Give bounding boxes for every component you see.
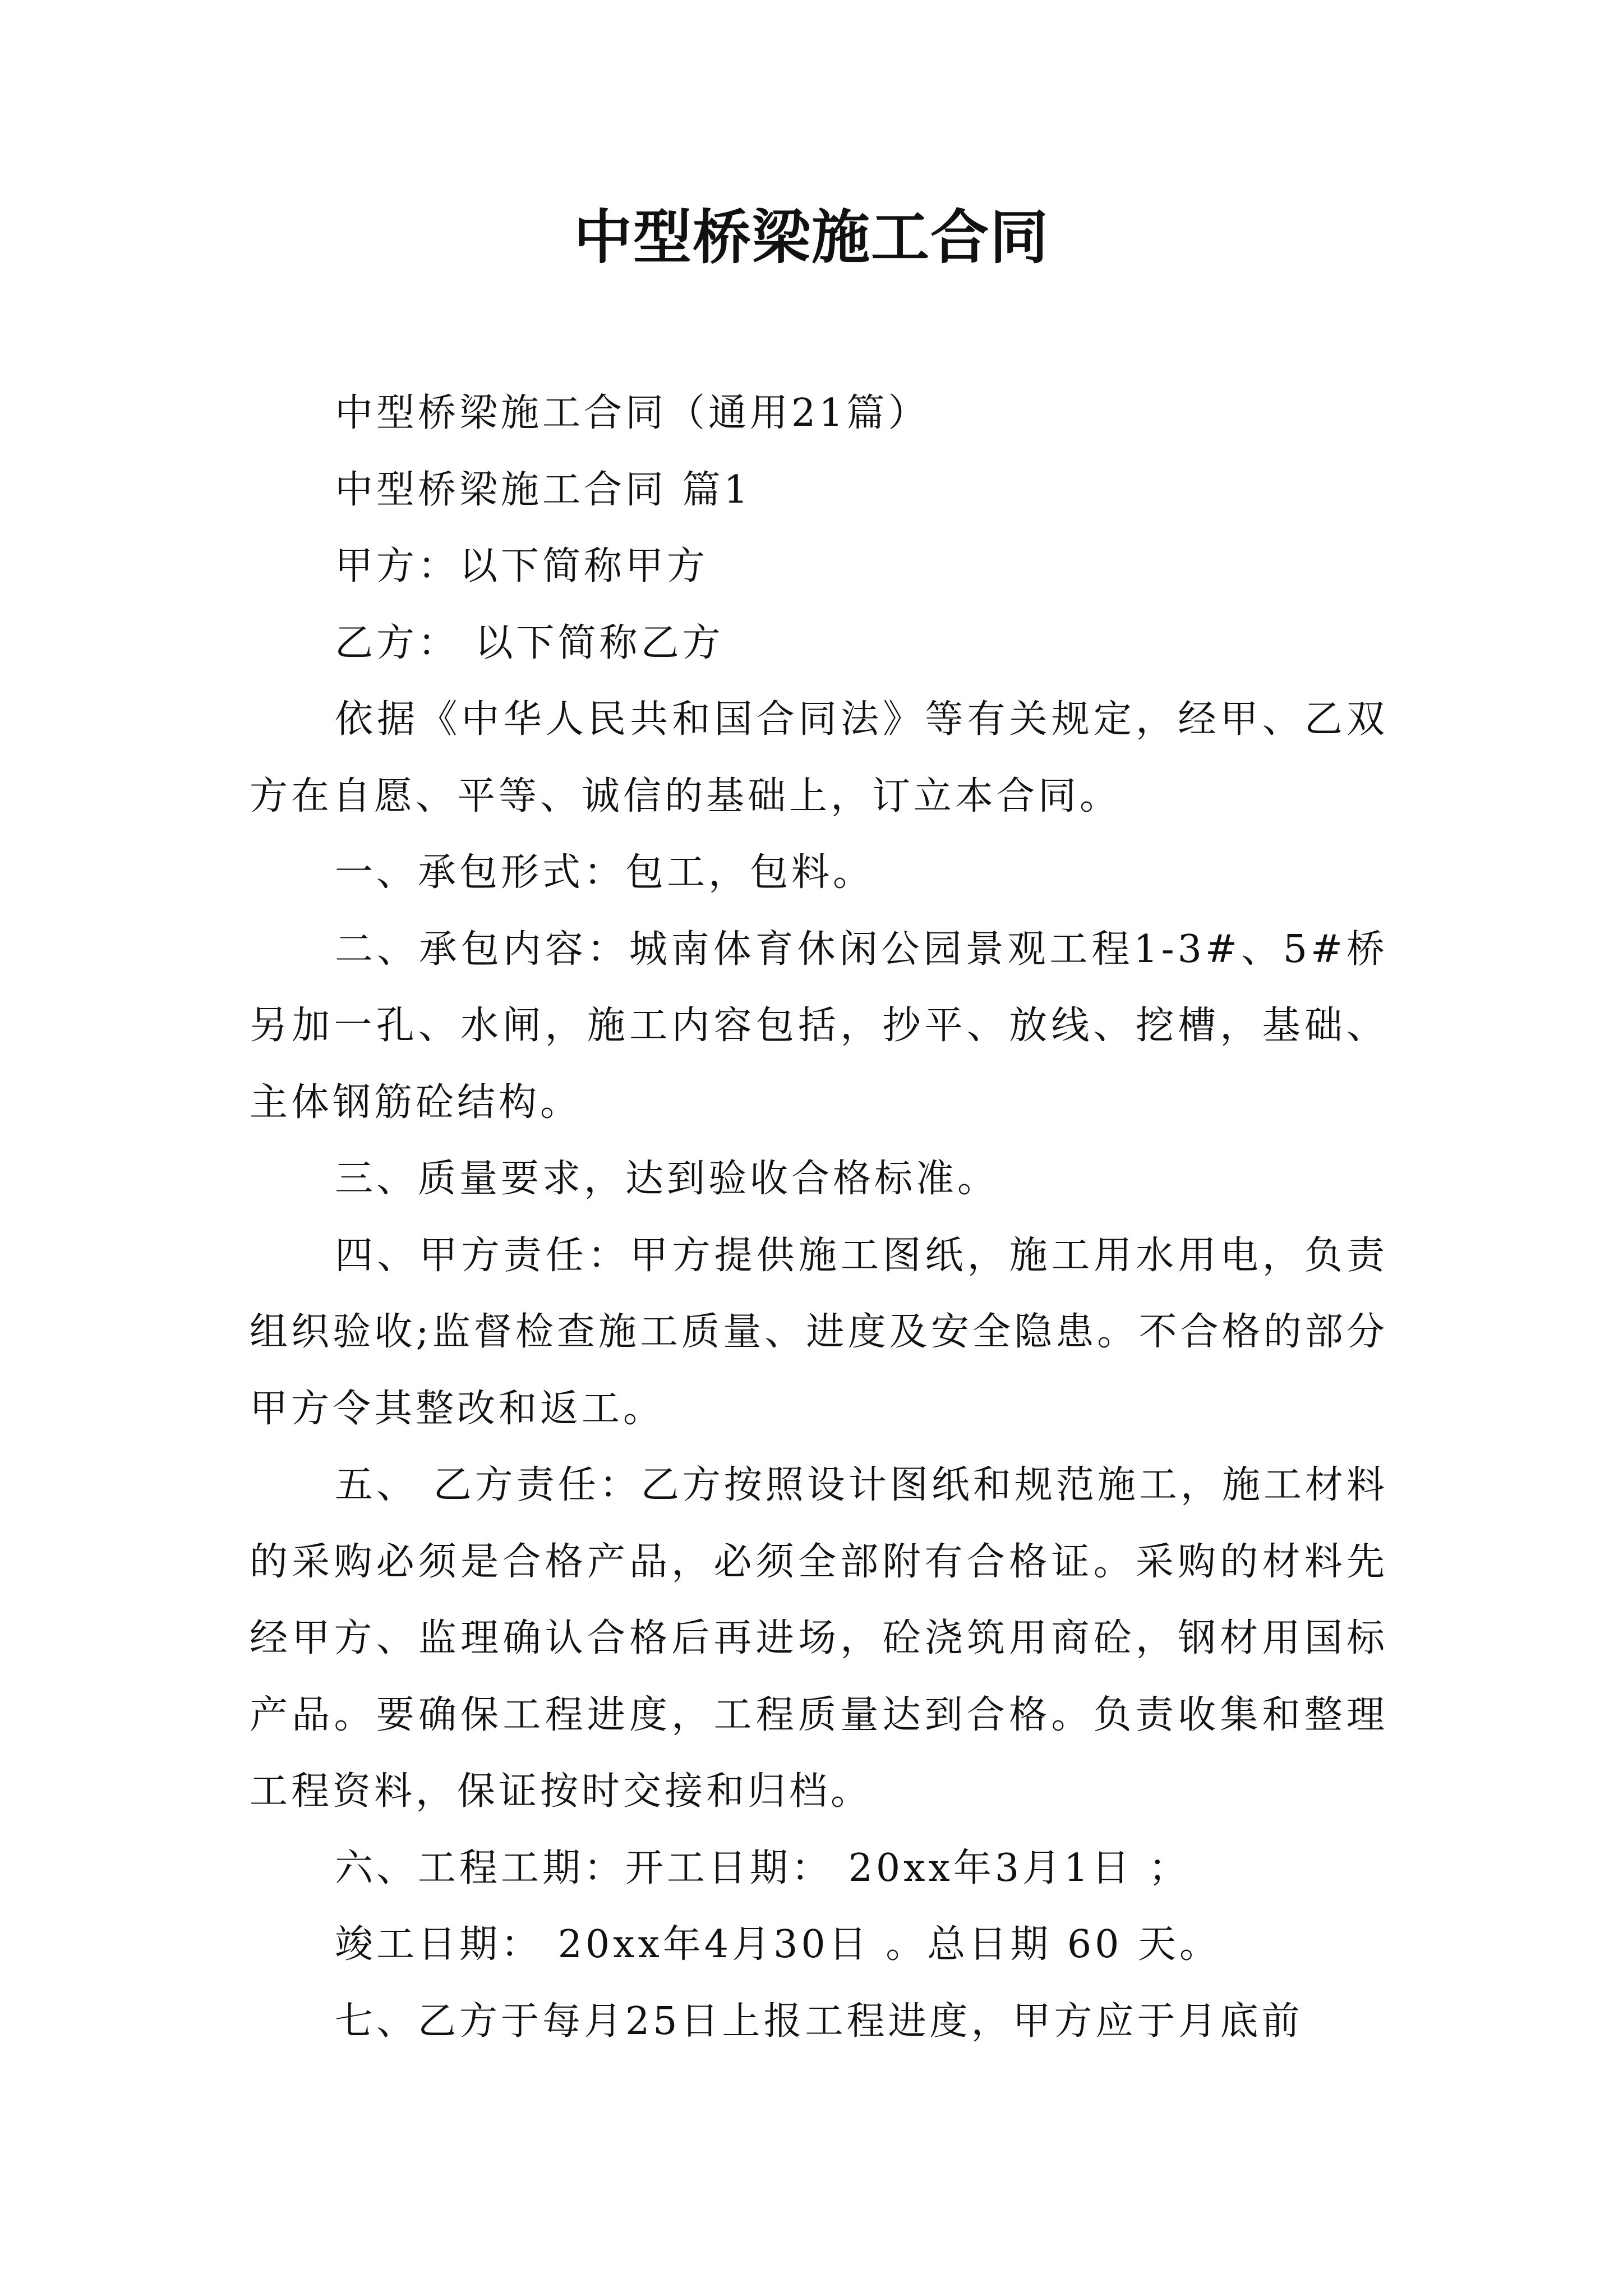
document-body bbox=[250, 375, 1388, 2060]
document-title: 中型桥梁施工合同 bbox=[573, 203, 1049, 272]
paragraph-legal-basis: 依据《中华人民共和国合同法》等有关规定，经甲、乙双方在自愿、平等、诚信的基础上，订立本合同。 bbox=[250, 697, 1388, 818]
paragraph-clause-3: 三、质量要求，达到验收合格标准。 bbox=[335, 1157, 999, 1201]
paragraph-clause-1: 一、承包形式：包工，包料。 bbox=[335, 850, 875, 895]
paragraph-clause-6-start: 六、工程工期：开工日期： 20xx年3月1日 ； bbox=[335, 1846, 1190, 1890]
paragraph-heading-collection: 中型桥梁施工合同（通用21篇） bbox=[335, 391, 930, 435]
paragraph-party-a: 甲方：以下简称甲方 bbox=[335, 544, 709, 588]
paragraph-clause-6-end: 竣工日期： 20xx年4月30日 。总日期 60 天。 bbox=[335, 1922, 1221, 1967]
paragraph-clause-5: 五、 乙方责任：乙方按照设计图纸和规范施工，施工材料的采购必须是合格产品，必须全部附有合格证。采购的材料先经甲方、监理确认合格后再进场，砼浇筑用商砼，钢材用国标产品。要确保工程进度，工程质量达到合格。负责收集和整理工程资料，保证按时交接和归档。 bbox=[250, 1463, 1388, 1814]
paragraph-party-b: 乙方： 以下简称乙方 bbox=[335, 620, 724, 665]
paragraph-clause-7: 七、乙方于每月25日上报工程进度，甲方应于月底前 bbox=[335, 1999, 1303, 2044]
paragraph-heading-part-1: 中型桥梁施工合同 篇1 bbox=[335, 467, 751, 512]
paragraph-clause-4: 四、甲方责任：甲方提供施工图纸，施工用水用电，负责组织验收;监督检查施工质量、进度及安全隐患。不合格的部分甲方令其整改和返工。 bbox=[250, 1233, 1388, 1431]
paragraph-clause-2: 二、承包内容：城南体育休闲公园景观工程1-3#、5#桥另加一孔、水闸，施工内容包括，抄平、放线、挖槽，基础、主体钢筋砼结构。 bbox=[250, 927, 1388, 1125]
